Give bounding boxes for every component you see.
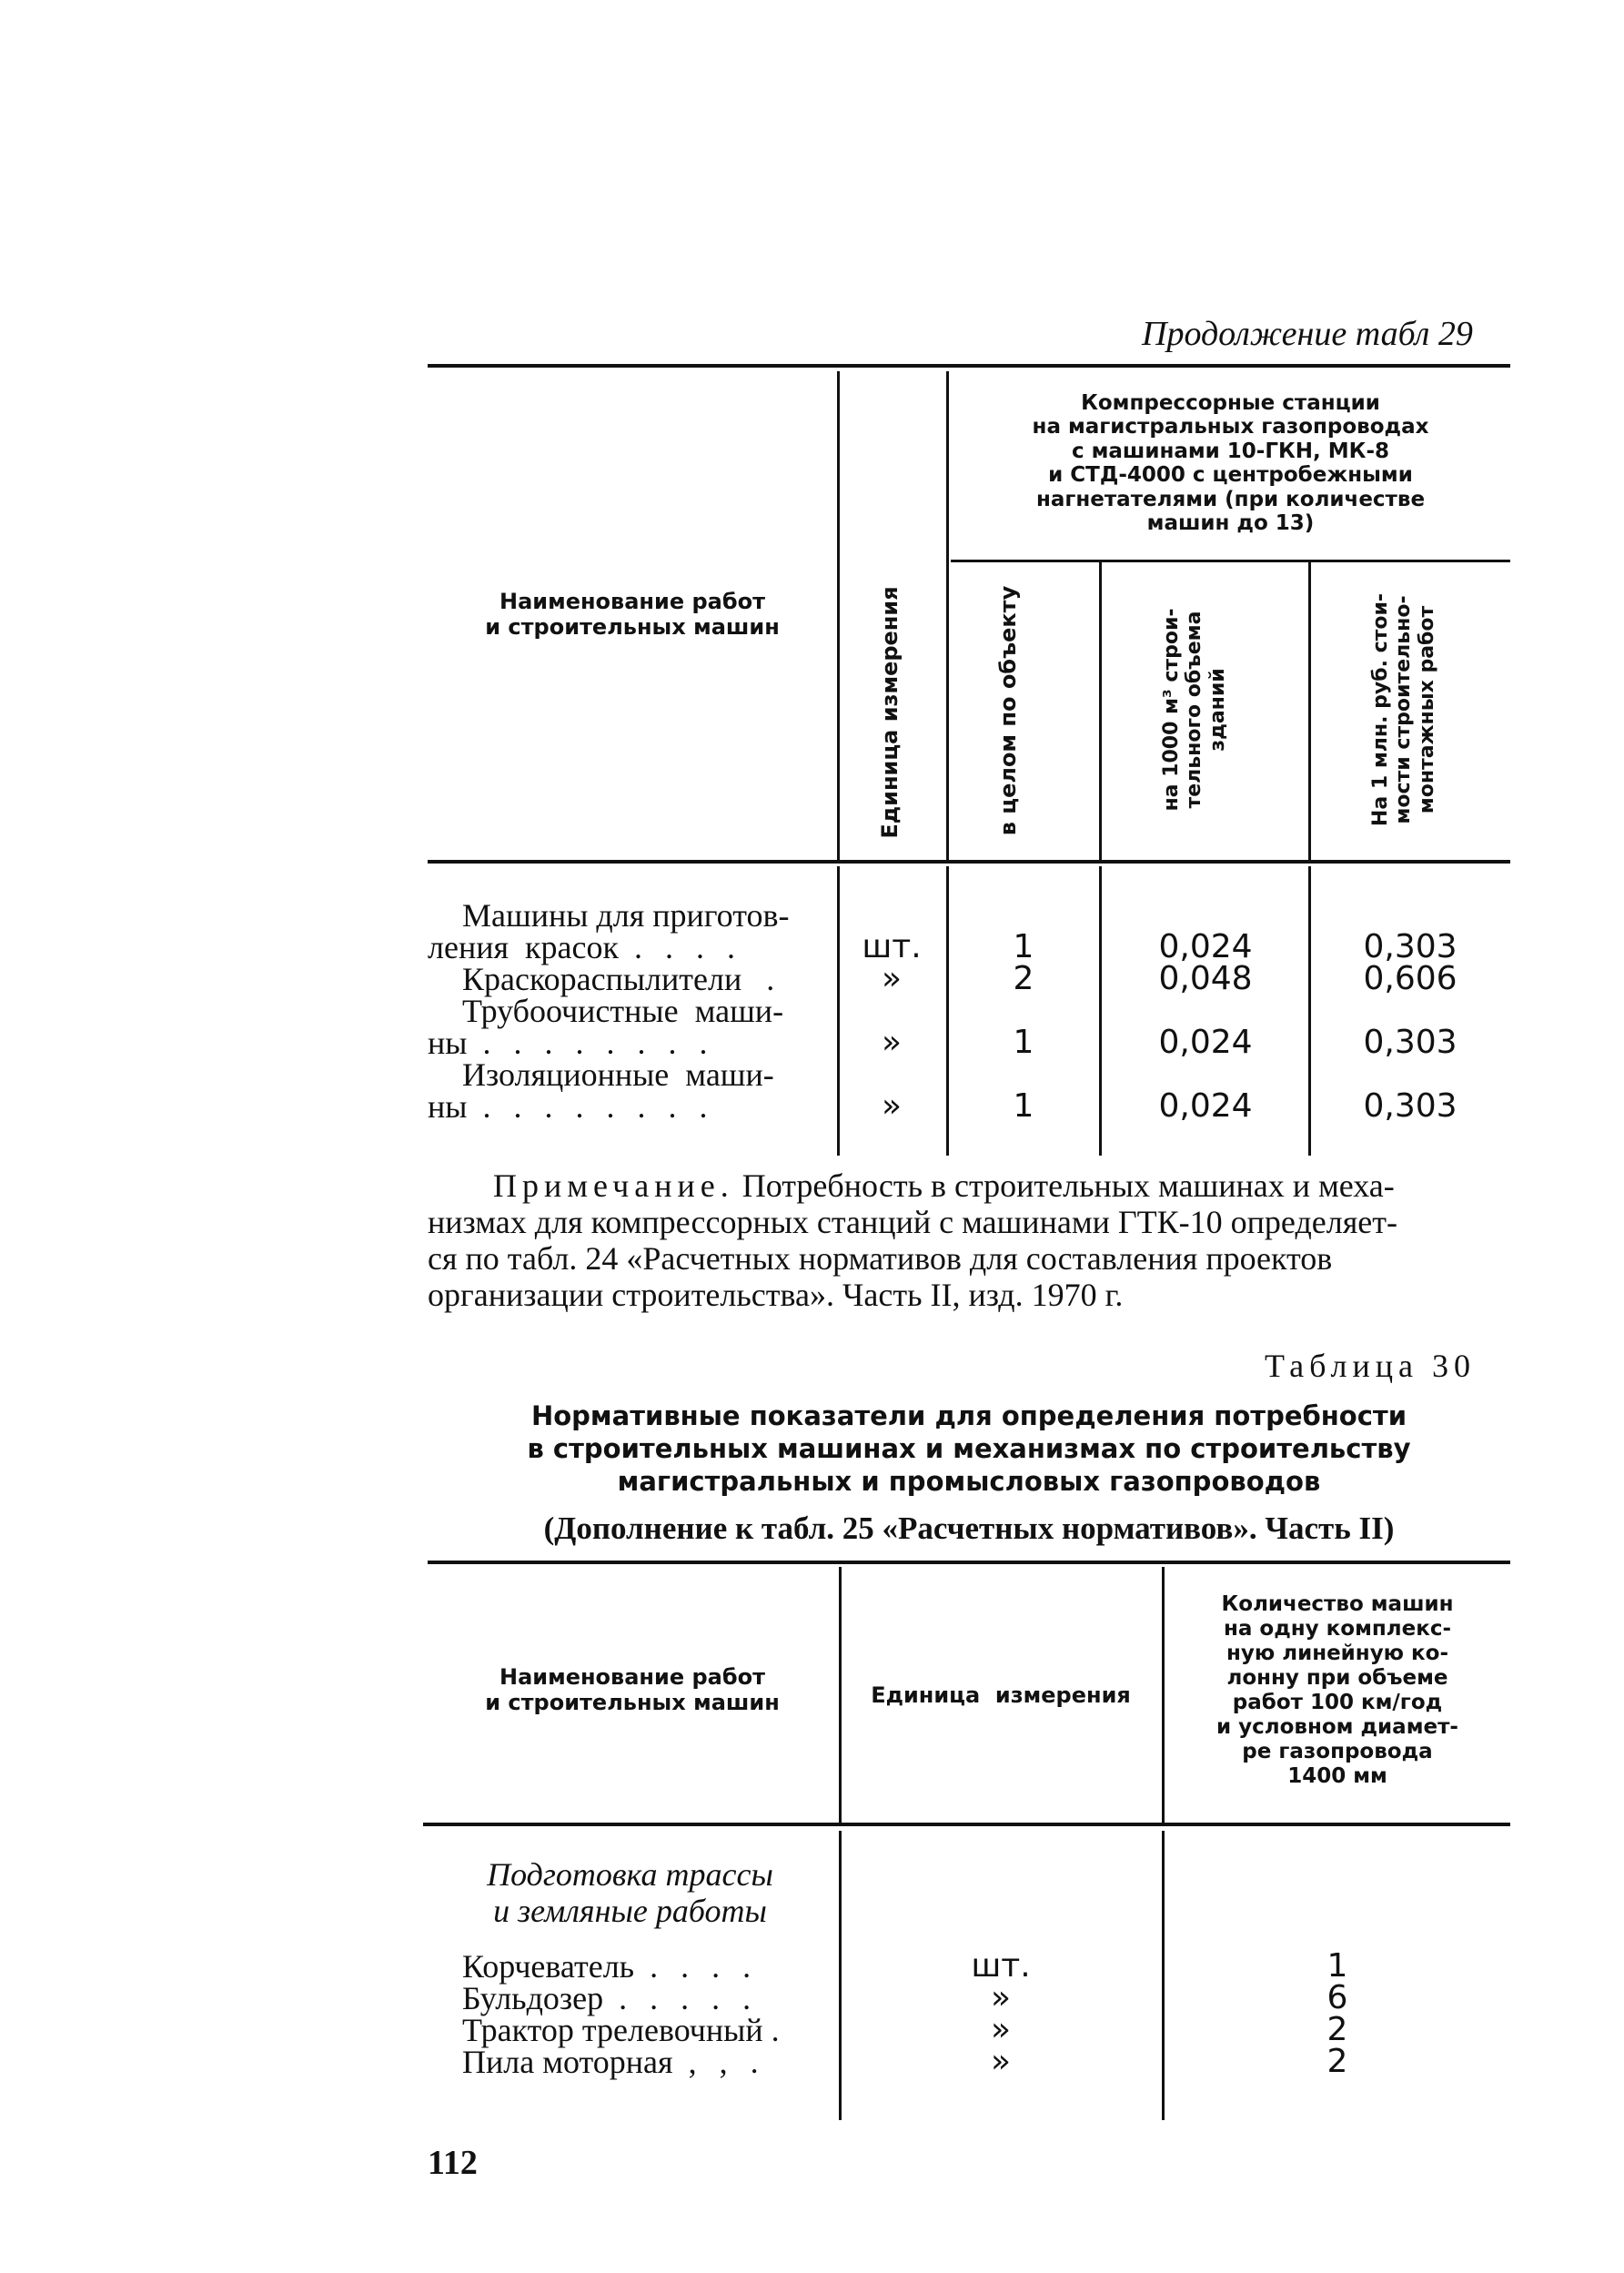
table30-title-line3: магистральных и промысловых газопроводов bbox=[617, 1466, 1321, 1497]
page-number: 112 bbox=[428, 2144, 478, 2182]
table29-top-rule bbox=[428, 364, 1510, 368]
row-qty: 6 bbox=[1326, 1979, 1348, 2016]
row-per-volume: 0,024 bbox=[1158, 928, 1253, 965]
table29-header-rule bbox=[428, 860, 1510, 864]
row-qty: 2 bbox=[1326, 2011, 1348, 2048]
row-name: Корчеватель bbox=[462, 1948, 635, 1985]
table29-subheader-per-cost: На 1 млн. руб. стои- мости строительно- монтажных работ bbox=[1369, 592, 1438, 827]
row-total: 1 bbox=[1013, 1087, 1034, 1125]
continuation-label: Продолжение табл 29 bbox=[1142, 315, 1473, 353]
table-row bbox=[462, 2043, 766, 2081]
table30-header-unit: Единица измерения bbox=[871, 1682, 1131, 1708]
table30-header-name: Наименование работ и строительных машин bbox=[485, 1664, 780, 1715]
table29-vrule-2b bbox=[946, 866, 949, 1156]
row-name-line2: ны bbox=[428, 1088, 468, 1125]
leader-dots: . bbox=[741, 961, 775, 997]
table29-vrule-1 bbox=[837, 371, 840, 860]
leader-dots: . . . . . bbox=[603, 1980, 759, 2016]
row-unit: » bbox=[881, 960, 903, 997]
table30-header-qty: Количество машин на одну комплекс- ную линейную ко- лонну при объеме работ 100 км/год и условном диамет- ре газопровода 1400 мм bbox=[1216, 1592, 1458, 1788]
table30-section: Подготовка трассы и земляные работы bbox=[487, 1856, 773, 1929]
table29-subheader-total: в целом по объекту bbox=[995, 585, 1021, 836]
leader-dots: , , . bbox=[672, 2044, 766, 2080]
table29-vrule-3b bbox=[1099, 866, 1102, 1156]
table30-title-line1: Нормативные показатели для определения потребности bbox=[530, 1400, 1407, 1431]
leader-dots: . . . . . . . . bbox=[467, 1025, 715, 1061]
leader-dots: . . . . bbox=[634, 1948, 759, 1985]
row-per-volume: 0,024 bbox=[1158, 1024, 1253, 1061]
note-line2: низмах для компрессорных станций с машинами ГТК-10 определяет- bbox=[428, 1204, 1397, 1240]
row-per-cost: 0,303 bbox=[1363, 928, 1458, 965]
table29-header-group: Компрессорные станции на магистральных газопроводах с машинами 10-ГКН, МК-8 и СТД-4000 с центробежными нагнетателями (при количестве машин до 13) bbox=[1032, 391, 1429, 536]
row-unit: » bbox=[881, 1087, 903, 1125]
row-name-line1: Краскораспылители bbox=[462, 961, 742, 997]
note-line1: Потребность в строительных машинах и меха- bbox=[733, 1167, 1395, 1204]
row-per-cost: 0,606 bbox=[1363, 960, 1458, 997]
row-name-line2: ления красок bbox=[428, 929, 619, 965]
row-qty: 2 bbox=[1326, 2043, 1348, 2080]
table29-header-unit: Единица измерения bbox=[877, 586, 903, 839]
table30-label: Таблица 30 bbox=[1265, 1348, 1476, 1384]
note-line4: организации строительства». Часть II, изд. 1970 г. bbox=[428, 1277, 1124, 1313]
table29-vrule-4 bbox=[1308, 562, 1311, 860]
table29-group-rule bbox=[951, 560, 1510, 562]
row-unit: » bbox=[990, 2043, 1012, 2080]
table29-vrule-1b bbox=[837, 866, 840, 1156]
row-name: Пила моторная bbox=[462, 2044, 673, 2080]
row-unit: шт. bbox=[862, 928, 922, 965]
row-name-line2: ны bbox=[428, 1025, 468, 1061]
note-line3: ся по табл. 24 «Расчетных нормативов для составления проектов bbox=[428, 1240, 1333, 1277]
row-total: 1 bbox=[1013, 1024, 1034, 1061]
row-unit: шт. bbox=[971, 1947, 1031, 1985]
row-name-line1: Машины для приготов- bbox=[462, 897, 790, 934]
row-per-volume: 0,048 bbox=[1158, 960, 1253, 997]
row-per-cost: 0,303 bbox=[1363, 1024, 1458, 1061]
table29-vrule-3 bbox=[1099, 562, 1102, 860]
row-total: 2 bbox=[1013, 960, 1034, 997]
row-name-line1: Изоляционные маши- bbox=[462, 1056, 774, 1093]
row-per-volume: 0,024 bbox=[1158, 1087, 1253, 1125]
row-unit: » bbox=[990, 2011, 1012, 2048]
table-row bbox=[428, 1087, 714, 1126]
row-total: 1 bbox=[1013, 928, 1034, 965]
table29-vrule-4b bbox=[1308, 866, 1311, 1156]
table30-title bbox=[428, 1399, 1510, 1498]
table29-subheader-per-volume: на 1000 м³ строи- тельного объема зданий bbox=[1160, 608, 1229, 812]
leader-dots: . . . . bbox=[618, 929, 742, 965]
table30-vrule-1 bbox=[839, 1567, 842, 1823]
row-qty: 1 bbox=[1326, 1947, 1348, 1985]
row-name-line1: Трубоочистные маши- bbox=[462, 993, 784, 1029]
table30-vrule-2 bbox=[1162, 1567, 1165, 1823]
table30-subtitle: (Дополнение к табл. 25 «Расчетных нормативов». Часть II) bbox=[543, 1510, 1395, 1546]
row-name: Бульдозер bbox=[462, 1980, 604, 2016]
leader-dots: . bbox=[762, 2012, 780, 2048]
row-name: Трактор трелевочный bbox=[462, 2012, 763, 2048]
row-per-cost: 0,303 bbox=[1363, 1087, 1458, 1125]
table30-header-rule bbox=[423, 1823, 1510, 1826]
table30-vrule-1b bbox=[839, 1831, 842, 2120]
table29-vrule-2 bbox=[946, 371, 949, 860]
table29-header-name: Наименование работ и строительных машин bbox=[485, 589, 780, 640]
table30-vrule-2b bbox=[1162, 1831, 1165, 2120]
row-unit: » bbox=[990, 1979, 1012, 2016]
row-unit: » bbox=[881, 1024, 903, 1061]
note bbox=[428, 1167, 1519, 1313]
table30-top-rule bbox=[428, 1561, 1510, 1564]
leader-dots: . . . . . . . . bbox=[467, 1088, 715, 1125]
note-label: Примечание. bbox=[493, 1167, 734, 1204]
table30-title-line2: в строительных машинах и механизмах по строительству bbox=[527, 1433, 1411, 1464]
